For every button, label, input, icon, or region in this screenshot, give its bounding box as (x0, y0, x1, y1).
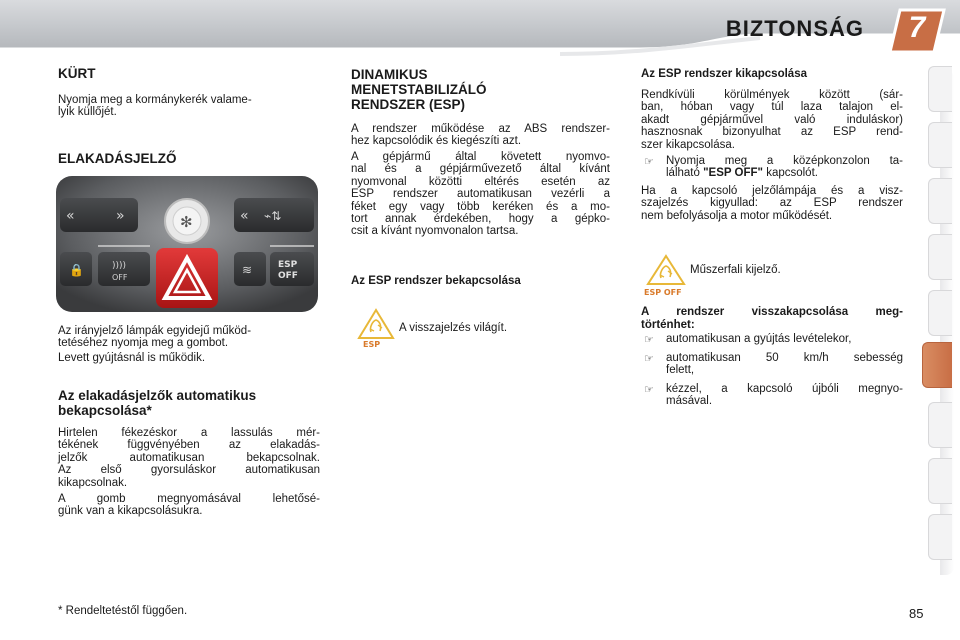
chapter-tab[interactable] (928, 178, 952, 224)
svg-text:«: « (240, 208, 249, 224)
pointing-hand-icon: ☞ (644, 334, 654, 346)
pointing-hand-icon: ☞ (644, 156, 654, 168)
esp-section-heading: DINAMIKUS MENETSTABILIZÁLÓ RENDSZER (ESP) (351, 67, 487, 112)
off-label: OFF (278, 271, 298, 281)
esp-description-text: A gépjármű által követett nyomvo- nal és a gépjárművezető által kívánt nyomvonal közötti eltérés esetén az ESP rendszer automatikusan vezérli a féket egy vagy több keréken és a mo- tort annak érdekében, hogy a gépko- csit a kívánt nyomvonalon tartsa. (351, 151, 610, 238)
chapter-tabs (928, 66, 960, 576)
esp-off-result-text: Ha a kapcsoló jelzőlámpája és a visz- szajelzés kigyullad: az ESP rendszer nem befolyásolja a motor működését. (641, 185, 903, 222)
svg-text:«: « (66, 208, 75, 224)
levett-text: Levett gyújtásnál is működik. (58, 352, 206, 364)
hazard-switch-panel-image (56, 176, 318, 312)
reactivation-option-1: automatikusan a gyújtás levételekor, (666, 333, 852, 345)
esp-label: ESP (278, 260, 298, 270)
muszerfali-text: Műszerfali kijelző. (690, 264, 781, 276)
svg-text:)))): )))) (112, 261, 127, 271)
svg-text:≋: ≋ (242, 263, 253, 277)
reactivation-option-2: automatikusan 50 km/h sebesség felett, (666, 352, 903, 377)
svg-text:✻: ✻ (180, 213, 193, 231)
esp-icon-label: ESP (363, 340, 381, 347)
auto-heading: Az elakadásjelzők automatikus bekapcsolása* (58, 388, 257, 418)
kurt-text: Nyomja meg a kormánykerék valame- lyik küllőjét. (58, 94, 252, 119)
page-number: 85 (909, 606, 924, 621)
chapter-tab[interactable] (928, 122, 952, 168)
visszakapcs-heading: A rendszer visszakapcsolása meg- történhet: (641, 306, 903, 331)
footnote: * Rendeltetéstől függően. (58, 605, 188, 617)
chapter-tab[interactable] (928, 234, 952, 280)
svg-text:🔒: 🔒 (69, 263, 84, 277)
pointing-hand-icon: ☞ (644, 353, 654, 365)
visszajelzes-text: A visszajelzés világít. (399, 322, 508, 334)
espoff-icon-label: ESP OFF (644, 288, 682, 297)
off-small-label: OFF (112, 273, 128, 282)
iranyjelzo-text: Az irányjelző lámpák egyidejű működ- tetéséhez nyomja meg a gombot. (58, 325, 252, 350)
chapter-tab[interactable] (928, 514, 952, 560)
espoff-instruction: Nyomja meg a középkonzolon ta- lálható "ESP OFF" kapcsolót. (666, 155, 903, 180)
chapter-tab[interactable] (928, 402, 952, 448)
pointing-hand-icon: ☞ (644, 384, 654, 396)
chapter-tab[interactable] (928, 290, 952, 336)
chapter-tab-active[interactable] (922, 342, 952, 388)
auto-paragraph-1: Hirtelen fékezéskor a lassulás mér- tékének függvényében az elakadás- jelzők automatikusan bekapcsolnak. Az első gyorsuláskor automatikusan kikapcsolnak. (58, 427, 320, 489)
elakadasjelzo-heading: ELAKADÁSJELZŐ (58, 151, 177, 166)
esp-warning-icon (356, 307, 396, 347)
chapter-tab[interactable] (928, 66, 952, 112)
svg-text:⌁⇅: ⌁⇅ (264, 209, 282, 223)
chapter-tab[interactable] (928, 458, 952, 504)
reactivation-option-3: kézzel, a kapcsoló újbóli megnyo- másával. (666, 383, 903, 408)
kurt-heading: KÜRT (58, 66, 96, 81)
esp-off-warning-icon (643, 253, 689, 297)
page-title: BIZTONSÁG (725, 16, 864, 41)
esp-bekapcs-heading: Az ESP rendszer bekapcsolása (351, 275, 521, 287)
chapter-number: 7 (908, 11, 926, 44)
svg-text:»: » (116, 208, 125, 224)
esp-intro-text: A rendszer működése az ABS rendszer- hez kapcsolódik és kiegészíti azt. (351, 123, 610, 148)
esp-kikapcs-text: Rendkívüli körülmények között (sár- ban, hóban vagy túl laza talajon el- akadt gépjárművel való induláskor) hasznosnak bizonyulhat az ESP rend- szer kikapcsolása. (641, 89, 903, 151)
esp-kikapcs-heading: Az ESP rendszer kikapcsolása (641, 68, 807, 80)
auto-paragraph-2: A gomb megnyomásával lehetősé- günk van a kikapcsolásukra. (58, 493, 320, 518)
